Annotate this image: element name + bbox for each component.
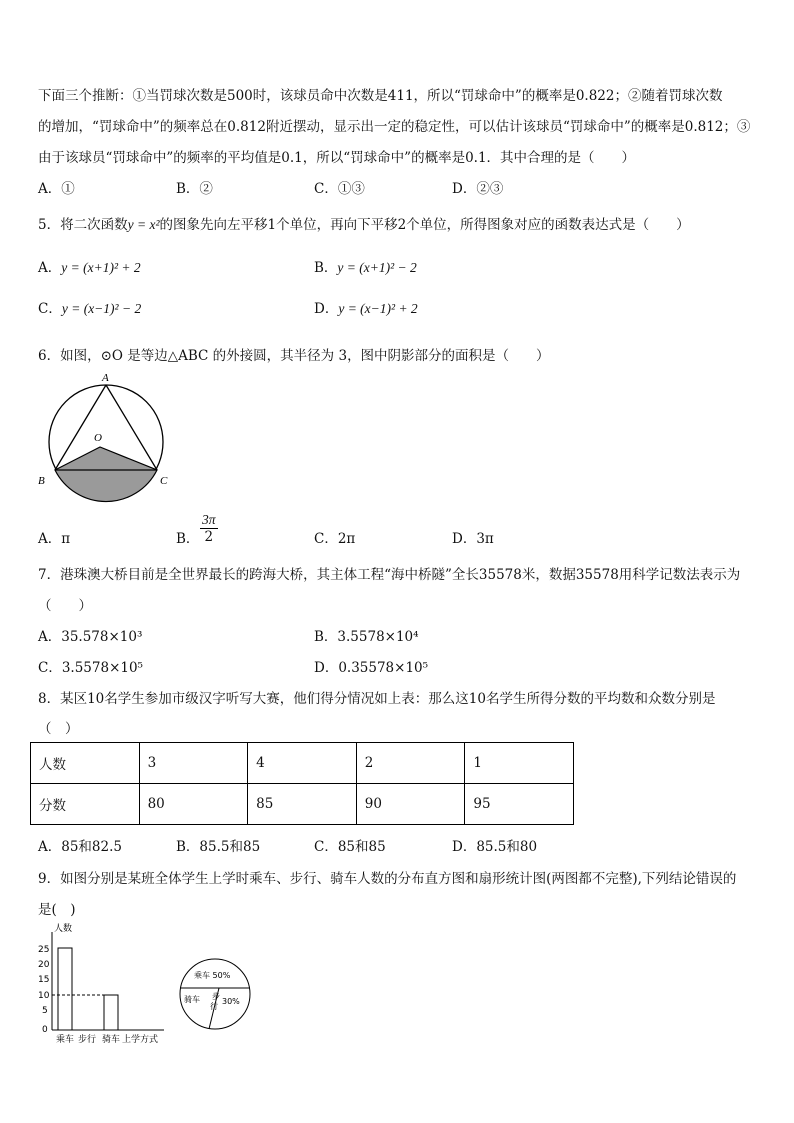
score-table bbox=[30, 742, 574, 825]
q6-option-a[interactable]: A．π bbox=[38, 531, 71, 547]
pie-label-bike: 骑车 bbox=[184, 995, 200, 1004]
table-cell: 85 bbox=[248, 784, 357, 825]
q6-figure bbox=[30, 368, 180, 508]
y-tick-5: 5 bbox=[42, 1006, 48, 1016]
q6-option-c[interactable]: C．2π bbox=[314, 531, 356, 547]
q8-option-c[interactable]: C．85和85 bbox=[314, 839, 386, 855]
table-cell: 1 bbox=[465, 743, 574, 784]
q9-stem: 9．如图分别是某班全体学生上学时乘车、步行、骑车人数的分布直方图和扇形统计图(两图都不完整),下列结论错误的 bbox=[38, 871, 737, 887]
y-axis-label: 人数 bbox=[54, 924, 73, 934]
q4-option-b[interactable]: B．② bbox=[176, 181, 213, 197]
y-tick-10: 10 bbox=[38, 991, 50, 1001]
q5-stem: 5．将二次函数y = x²的图象先向左平移1个单位，再向下平移2个单位，所得图象对应的函数表达式是（ ） bbox=[38, 217, 690, 233]
y-tick-25: 25 bbox=[38, 945, 50, 955]
q9-bar-chart bbox=[30, 922, 170, 1047]
y-tick-15: 15 bbox=[38, 975, 50, 985]
q7-stem: 7．港珠澳大桥目前是全世界最长的跨海大桥，其主体工程“海中桥隧”全长35578米，数据35578用科学记数法表示为 bbox=[38, 567, 741, 583]
q7-option-b[interactable]: B．3.5578×10⁴ bbox=[314, 629, 419, 645]
label-c: C bbox=[160, 475, 168, 487]
x-label-walk: 步行 bbox=[78, 1035, 97, 1045]
q4-line-3: 由于该球员“罚球命中”的频率的平均值是0.1，所以“罚球命中”的概率是0.1．其中合理的是（ ） bbox=[38, 150, 636, 166]
q9-pie-chart bbox=[176, 955, 254, 1033]
label-a: A bbox=[102, 372, 109, 384]
q7-option-a[interactable]: A．35.578×10³ bbox=[38, 629, 143, 645]
q4-option-d[interactable]: D．②③ bbox=[452, 181, 504, 197]
q5-option-a[interactable]: A．y = (x+1)² + 2 bbox=[38, 260, 141, 276]
bar-ride bbox=[58, 948, 72, 1030]
q8-option-a[interactable]: A．85和82.5 bbox=[38, 839, 122, 855]
q6-stem: 6．如图，⊙O 是等边△ABC 的外接圆，其半径为 3，图中阴影部分的面积是（ ） bbox=[38, 348, 550, 364]
table-row bbox=[31, 743, 574, 784]
pie-label-walk-pct: 30% bbox=[222, 997, 240, 1006]
q5-option-c[interactable]: C．y = (x−1)² − 2 bbox=[38, 301, 142, 317]
pie-label-walk-b: 行 bbox=[210, 1002, 218, 1011]
label-o: O bbox=[94, 432, 102, 444]
q4-line-2: 的增加，“罚球命中”的频率总在0.812附近摆动，显示出一定的稳定性，可以估计该球员“罚球命中”的概率是0.812；③ bbox=[38, 119, 751, 135]
y-tick-20: 20 bbox=[38, 960, 50, 970]
q6-option-b[interactable]: B． bbox=[176, 531, 200, 547]
table-cell: 80 bbox=[139, 784, 248, 825]
q7-option-d[interactable]: D．0.35578×10⁵ bbox=[314, 660, 429, 676]
table-cell: 人数 bbox=[31, 743, 140, 784]
q5-option-b[interactable]: B．y = (x+1)² − 2 bbox=[314, 260, 417, 276]
table-cell: 分数 bbox=[31, 784, 140, 825]
bar-bike bbox=[104, 995, 118, 1030]
q7-option-c[interactable]: C．3.5578×10⁵ bbox=[38, 660, 143, 676]
q7-paren: （ ） bbox=[38, 598, 92, 614]
q6-option-d[interactable]: D．3π bbox=[452, 531, 494, 547]
table-cell: 95 bbox=[465, 784, 574, 825]
q8-option-b[interactable]: B．85.5和85 bbox=[176, 839, 261, 855]
x-label-bike: 骑车 bbox=[102, 1035, 121, 1045]
q4-line-1: 下面三个推断：①当罚球次数是500时，该球员命中次数是411，所以“罚球命中”的概率是0.822；②随着罚球次数 bbox=[38, 88, 723, 104]
table-row bbox=[31, 784, 574, 825]
label-b: B bbox=[38, 475, 45, 487]
table-cell: 3 bbox=[139, 743, 248, 784]
q6-option-b-fraction: $\frac{3\pi}{2}$ bbox=[202, 512, 216, 545]
q8-stem: 8．某区10名学生参加市级汉字听写大赛，他们得分情况如上表：那么这10名学生所得分数的平均数和众数分别是 bbox=[38, 691, 716, 707]
pie-label-walk-a: 步 bbox=[212, 992, 220, 1001]
q9-stem-2: 是( ) bbox=[38, 902, 76, 918]
x-label-ride: 乘车 bbox=[56, 1035, 75, 1045]
q4-option-c[interactable]: C．①③ bbox=[314, 181, 365, 197]
table-cell: 2 bbox=[356, 743, 465, 784]
table-cell: 90 bbox=[356, 784, 465, 825]
x-axis-title: 上学方式 bbox=[122, 1035, 159, 1045]
q5-function: y = x² bbox=[127, 217, 160, 232]
q8-paren: （ ） bbox=[38, 721, 79, 737]
y-tick-0: 0 bbox=[42, 1025, 48, 1035]
shaded-region bbox=[55, 447, 157, 502]
table-cell: 4 bbox=[248, 743, 357, 784]
q5-option-d[interactable]: D．y = (x−1)² + 2 bbox=[314, 301, 418, 317]
q8-option-d[interactable]: D．85.5和80 bbox=[452, 839, 538, 855]
q4-option-a[interactable]: A．① bbox=[38, 181, 75, 197]
pie-label-ride: 乘车 50% bbox=[194, 971, 231, 980]
